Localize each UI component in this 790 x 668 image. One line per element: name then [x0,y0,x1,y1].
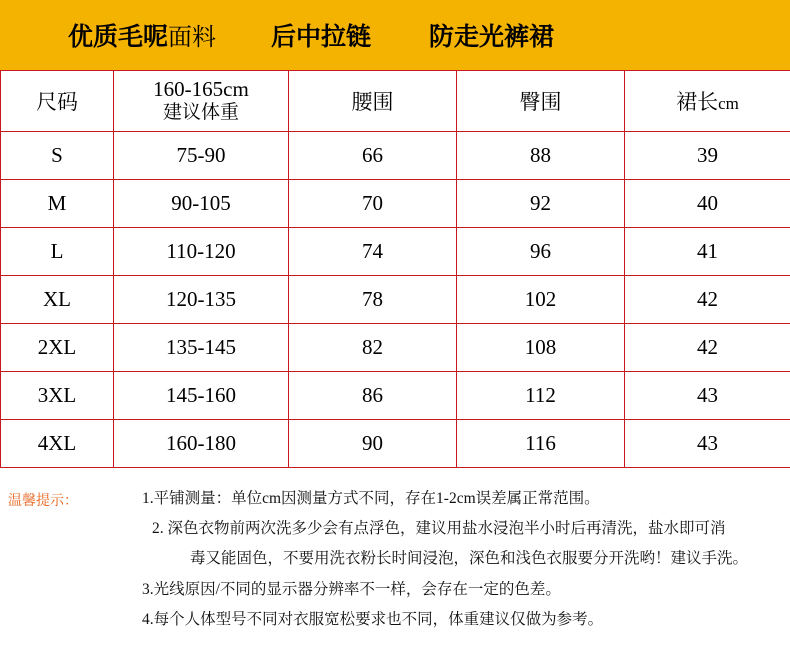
notes-body [142,484,776,635]
cell-weight: 110-120 [114,228,289,276]
cell-length: 40 [625,180,790,228]
feature-banner [0,0,790,70]
tip-label: 温馨提示： [8,492,78,508]
cell-length: 42 [625,276,790,324]
feature-item-skort [429,17,554,53]
cell-hip: 102 [457,276,625,324]
note-line-1: 1.平铺测量：单位cm因测量方式不同，存在1-2cm误差属正常范围。 [142,490,600,507]
size-table [0,70,790,468]
table-row [1,324,790,372]
header-weight-line2: 建议体重 [162,102,239,124]
cell-waist: 66 [289,132,457,180]
cell-waist: 86 [289,372,457,420]
cell-hip: 108 [457,324,625,372]
cell-hip: 116 [457,420,625,468]
size-table-wrap [0,70,790,468]
feature-zipper-bold: 后中拉链 [271,24,372,51]
table-row [1,180,790,228]
table-row [1,228,790,276]
header-length-text: 裙长 [676,90,719,114]
header-length [625,71,790,132]
table-header-row [1,71,790,132]
cell-weight: 120-135 [114,276,289,324]
cell-waist: 70 [289,180,457,228]
cell-length: 41 [625,228,790,276]
table-row [1,420,790,468]
note-line-3: 毒又能固色，不要用洗衣粉长时间浸泡，深色和浅色衣服要分开洗哟！建议手洗。 [190,550,749,568]
feature-banner-inner [20,17,770,53]
cell-weight: 75-90 [114,132,289,180]
cell-size: 2XL [1,324,114,372]
cell-size: 4XL [1,420,114,468]
cell-size: L [1,228,114,276]
header-size: 尺码 [1,71,114,132]
cell-length: 39 [625,132,790,180]
cell-waist: 74 [289,228,457,276]
cell-hip: 88 [457,132,625,180]
header-hip: 臀围 [457,71,625,132]
cell-hip: 112 [457,372,625,420]
table-row [1,276,790,324]
cell-size: XL [1,276,114,324]
cell-weight: 90-105 [114,180,289,228]
header-waist: 腰围 [289,71,457,132]
cell-weight: 145-160 [114,372,289,420]
cell-length: 42 [625,324,790,372]
header-weight-lines [118,77,284,124]
cell-hip: 96 [457,228,625,276]
cell-size: 3XL [1,372,114,420]
header-length-unit: cm [718,94,739,113]
care-notes [0,468,790,643]
size-table-head [1,71,790,132]
table-row [1,132,790,180]
cell-hip: 92 [457,180,625,228]
cell-size: S [1,132,114,180]
header-weight [114,71,289,132]
cell-waist: 82 [289,324,457,372]
cell-weight: 135-145 [114,324,289,372]
note-line-5: 4.每个人体型号不同对衣服宽松要求也不同，体重建议仅做为参考。 [142,610,604,628]
cell-waist: 78 [289,276,457,324]
header-weight-line1: 160-165cm [153,77,249,102]
cell-length: 43 [625,372,790,420]
note-line-2: 2. 深色衣物前两次洗多少会有点浮色，建议用盐水浸泡半小时后再清洗，盐水即可消 [152,520,726,538]
cell-length: 43 [625,420,790,468]
cell-waist: 90 [289,420,457,468]
feature-fabric-bold: 优质毛呢 [68,24,169,51]
note-line-4: 3.光线原因/不同的显示器分辨率不一样，会存在一定的色差。 [142,580,561,598]
size-table-body [1,132,790,468]
table-row [1,372,790,420]
cell-weight: 160-180 [114,420,289,468]
cell-size: M [1,180,114,228]
feature-skort-bold: 防走光裤裙 [429,24,555,51]
feature-fabric-thin: 面料 [168,25,217,51]
feature-item-zipper [271,17,371,53]
feature-item-fabric [68,17,216,53]
